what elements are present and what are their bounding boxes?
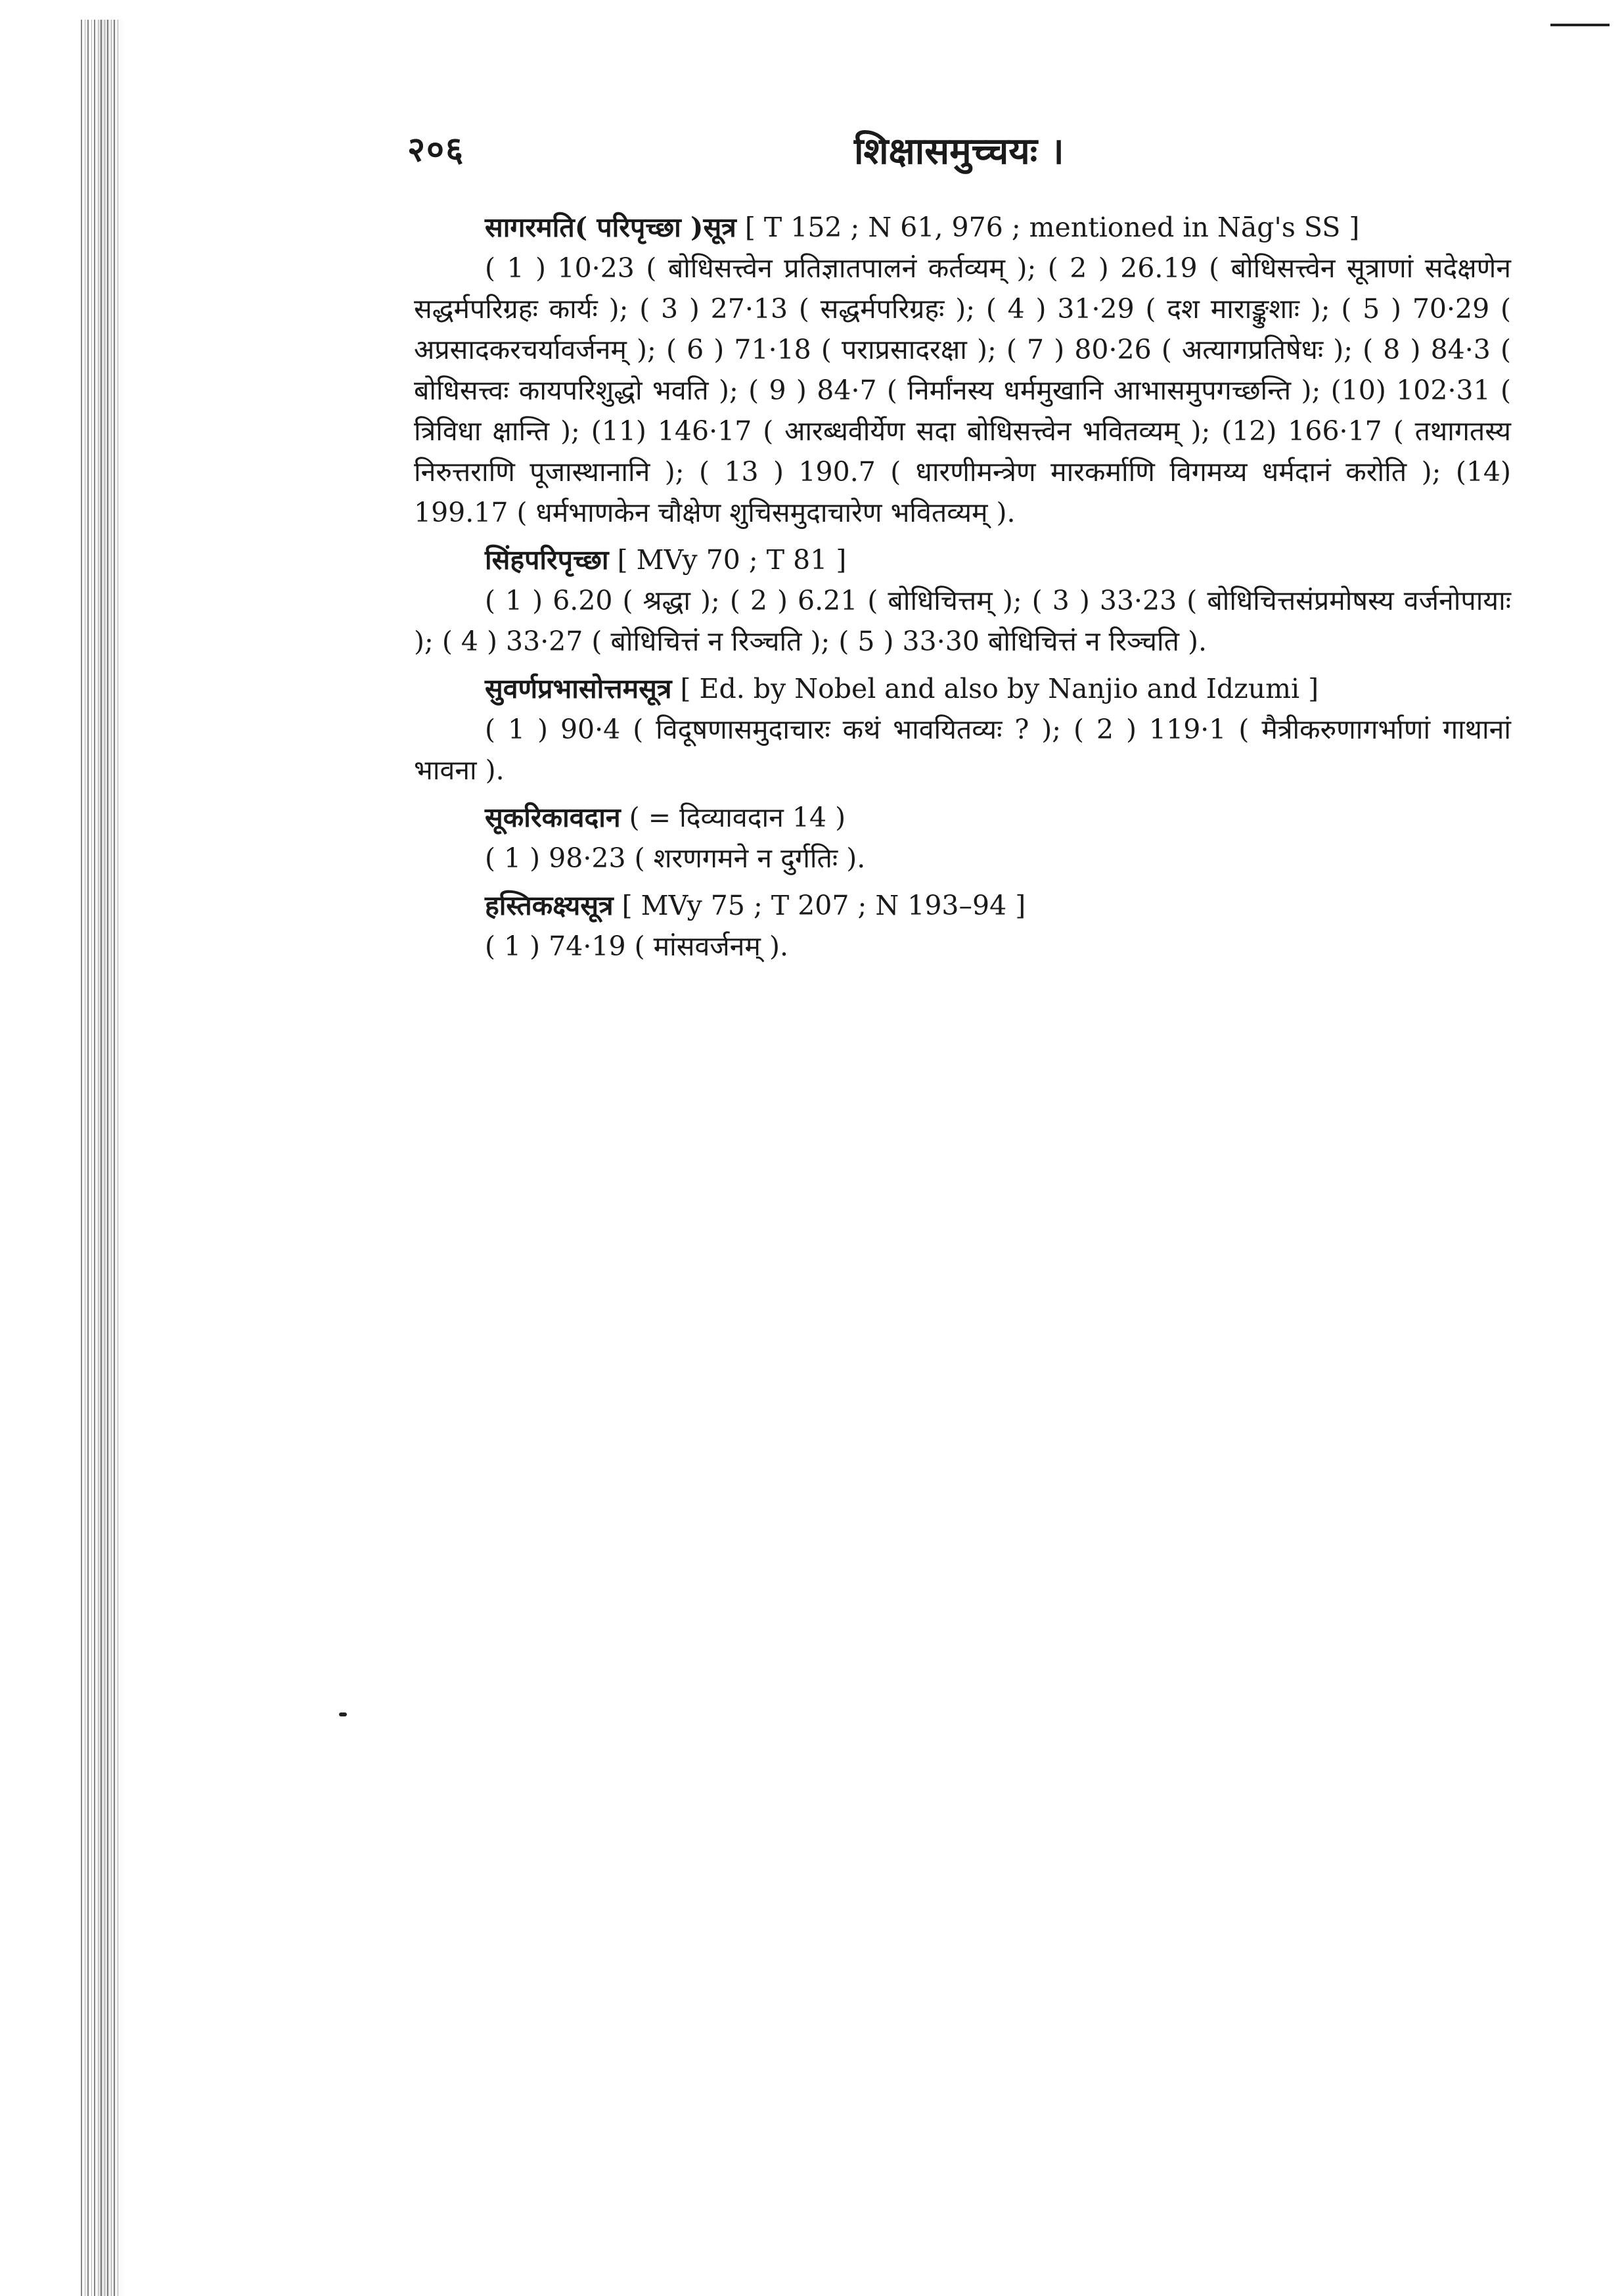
entry-reference: [ T 152 ; N 61, 976 ; mentioned in Nāg's SS ]: [736, 212, 1360, 243]
entry-title: सूकरिकावदान: [485, 802, 621, 833]
entry-body: ( 1 ) 74·19 ( मांसवर्जनम् ).: [485, 930, 789, 962]
entry-reference: [ Ed. by Nobel and also by Nanjio and Idzumi ]: [671, 673, 1319, 704]
entry-body: ( 1 ) 6.20 ( श्रद्धा ); ( 2 ) 6.21 ( बोधिचित्तम् ); ( 3 ) 33·23 ( बोधिचित्तसंप्रमोषस्य वर्जनोपायाः ); ( 4 ) 33·27 ( बोधिचित्तं न रिञ्चति ); ( 5 ) 33·30 बोधिचित्तं न रिञ्चति ).: [414, 585, 1511, 657]
scan-speck: [339, 1712, 347, 1716]
entry-reference: [ MVy 70 ; T 81 ]: [608, 544, 847, 576]
entry-body: ( 1 ) 10·23 ( बोधिसत्त्वेन प्रतिज्ञातपालनं कर्तव्यम् ); ( 2 ) 26.19 ( बोधिसत्त्वेन सूत्राणां सदेक्षणेन सद्धर्मपरिग्रहः कार्यः ); ( 3 ) 27·13 ( सद्धर्मपरिग्रहः ); ( 4 ) 31·29 ( दश माराङ्कुशाः ); ( 5 ) 70·29 ( अप्रसादकरचर्यावर्जनम् ); ( 6 ) 71·18 ( पराप्रसादरक्षा ); ( 7 ) 80·26 ( अत्यागप्रतिषेधः ); ( 8 ) 84·3 ( बोधिसत्त्वः कायपरिशुद्धो भवति ); ( 9 ) 84·7 ( निर्मांनस्य धर्ममुखानि आभासमुपगच्छन्ति ); (10) 102·31 ( त्रिविधा क्षान्ति ); (11) 146·17 ( आरब्धवीर्येण सदा बोधिसत्त्वेन भवितव्यम् ); (12) 166·17 ( तथागतस्य निरुत्तराणि पूजास्थानानि ); ( 13 ) 190.7 ( धारणीमन्त्रेण मारकर्माणि विगमय्य धर्मदानं करोति ); (14) 199.17 ( धर्मभाणकेन चौक्षेण शुचिसमुदाचारेण भवितव्यम् ).: [414, 252, 1511, 528]
entry-heading: [414, 540, 1511, 580]
entry-title: सागरमति( परिपृच्छा )सूत्र: [485, 212, 736, 243]
entry-title: सुवर्णप्रभासोत्तमसूत्र: [485, 673, 672, 704]
entry-heading: [414, 797, 1511, 838]
binding-shadow: [99, 20, 125, 2296]
page-header: [407, 125, 1518, 184]
entry-title: हस्तिकक्ष्यसूत्र: [485, 890, 614, 921]
entry-heading: [414, 207, 1511, 248]
entry-heading: [414, 668, 1511, 709]
entry-body: ( 1 ) 98·23 ( शरणगमने न दुर्गतिः ).: [485, 842, 866, 874]
page-content: [414, 207, 1511, 973]
entry-reference: ( = दिव्यावदान 14 ): [620, 802, 846, 833]
running-title: शिक्षासमुच्चयः ।: [854, 129, 1064, 173]
entry-title: सिंहपरिपृच्छा: [485, 544, 609, 576]
entry-reference: [ MVy 75 ; T 207 ; N 193–94 ]: [613, 890, 1026, 921]
corner-mark: [1550, 24, 1610, 26]
entry-heading: [414, 885, 1511, 926]
page-number: २०६: [407, 129, 465, 170]
entry-body: ( 1 ) 90·4 ( विदूषणासमुदाचारः कथं भावयितव्यः ? ); ( 2 ) 119·1 ( मैत्रीकरुणागर्भाणां गाथानां भावना ).: [414, 714, 1511, 786]
